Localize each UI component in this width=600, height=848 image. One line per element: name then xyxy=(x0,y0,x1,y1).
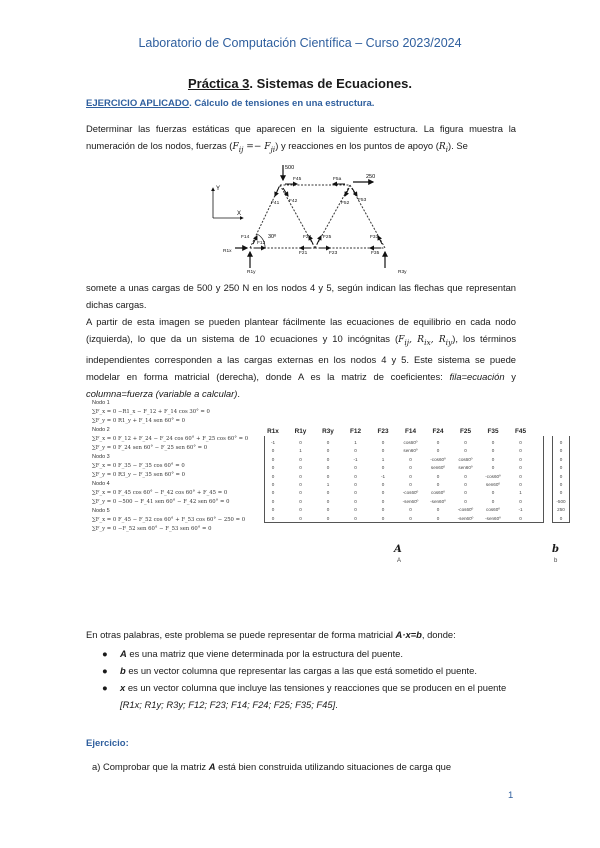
label-f12: F12 xyxy=(257,241,266,246)
equation-node-label: Nodo 2 xyxy=(92,427,110,433)
matrix-cell: 0 xyxy=(354,448,357,454)
equation-line: ∑F_y = 0 F_24 sen 60° − F_25 sen 60° = 0 xyxy=(92,445,208,451)
matrix-column-header: F12 xyxy=(349,428,361,435)
unknown-f-sub: ij xyxy=(404,337,410,347)
bullet-text: es un vector columna que incluye las tensiones y reacciones que se producen en el puente xyxy=(125,682,507,693)
matrix-cell: sen60º xyxy=(458,465,473,471)
matrix-cell: 0 xyxy=(326,490,330,496)
label-r1y: R1y xyxy=(247,270,256,275)
label-f21: F21 xyxy=(299,251,308,256)
section-heading-rest: . Cálculo de tensiones en una estructura. xyxy=(189,98,375,109)
matrix-cell: 0 xyxy=(519,440,522,445)
matrix-cell: 0 xyxy=(409,507,412,513)
matrix-cell: cos60º xyxy=(458,456,473,462)
load-250-label: 250 xyxy=(366,174,376,180)
vector-b-cell: 0 xyxy=(559,440,563,445)
vector-b-label: b xyxy=(552,544,559,555)
force-sub-2: ji xyxy=(270,144,276,154)
vector-b-cell: 0 xyxy=(559,448,563,454)
equation-line: ∑F_x = 0 −R1_x − F_12 + F_14 cos 30° = 0 xyxy=(92,409,210,415)
matrix-cell: 0 xyxy=(491,490,495,496)
matrix-cell: 0 xyxy=(271,498,275,504)
matrix-cell: 0 xyxy=(436,473,440,479)
matrix-cell: 0 xyxy=(409,456,412,462)
matrix-cell: 0 xyxy=(464,482,467,487)
bullet-symbol: A xyxy=(120,648,127,659)
matrix-cell: 0 xyxy=(299,515,302,521)
label-f35: F35 xyxy=(371,251,380,256)
equation-node-label: Nodo 4 xyxy=(92,481,110,487)
matrix-cell: 0 xyxy=(326,440,330,445)
equation-line: ∑F_y = 0 −F_52 sen 60° − F_53 sen 60° = 0 xyxy=(92,526,212,532)
matrix-cell: 0 xyxy=(491,465,495,471)
vector-b-cell: 0 xyxy=(559,482,563,487)
matrix-cell: -sen60º xyxy=(402,498,419,504)
matrix-cell: 0 xyxy=(519,515,522,521)
matrix-cell: 0 xyxy=(354,473,357,479)
matrix-cell: sen60º xyxy=(403,448,418,454)
bullet-end: . xyxy=(335,699,338,710)
exercise-item-a xyxy=(92,761,517,772)
equation-node-label: Nodo 3 xyxy=(92,454,110,460)
force-formula xyxy=(232,142,275,152)
matrix-cell: 0 xyxy=(436,507,440,513)
equation-line: ∑F_x = 0 F_35 − F_35 cos 60° = 0 xyxy=(92,463,185,469)
matrix-cell: 0 xyxy=(436,482,440,487)
matrix-cell: 0 xyxy=(464,473,467,479)
matrix-column-header: F24 xyxy=(432,428,444,435)
truss-diagram xyxy=(205,160,415,275)
matrix-cell: 0 xyxy=(436,448,440,454)
equations-paragraph xyxy=(86,313,516,402)
matrix-cell: 0 xyxy=(464,448,467,454)
matrix-border xyxy=(264,436,544,523)
load-500-label: 500 xyxy=(285,165,295,171)
label-f23: F23 xyxy=(329,251,338,256)
section-heading xyxy=(86,98,374,109)
bullet-symbol: x xyxy=(120,682,126,693)
matrix-cell: 0 xyxy=(491,448,495,454)
item-a-rest: está bien construida utilizando situaciones de carga que xyxy=(215,761,452,772)
unknowns-formula xyxy=(398,335,452,345)
para2-text-1: A partir de esta imagen se pueden plantear fácilmente las ecuaciones de equilibrio en cada nodo (izquierda), lo que da un sistema de 10 ecuaciones y 10 incógnitas ( xyxy=(86,316,516,344)
matrix-cell: 1 xyxy=(326,482,330,487)
definitions-list xyxy=(86,645,526,713)
matrix-cell: 0 xyxy=(299,465,302,471)
matrix-cell: 0 xyxy=(381,448,385,454)
bullet-text: es un vector columna que representar las cargas a las que está sometido el puente. xyxy=(125,665,477,676)
matrix-cell: 0 xyxy=(326,498,330,504)
label-f45: F45 xyxy=(293,177,302,182)
figure-labels xyxy=(223,176,407,275)
intro-text-2: ) y reacciones en los puntos de apoyo ( xyxy=(275,140,439,151)
vector-b-cell: 0 xyxy=(559,456,563,462)
label-r3y: R3y xyxy=(398,270,407,275)
label-f42: F42 xyxy=(289,199,298,204)
matrix-cell: 0 xyxy=(326,473,330,479)
matrix-cell: 0 xyxy=(354,490,357,496)
matrix-cell: 0 xyxy=(271,515,275,521)
matrix-cell: 0 xyxy=(299,498,302,504)
matrix-cell: 0 xyxy=(354,465,357,471)
label-f41: F41 xyxy=(271,201,280,206)
matrix-cell: 0 xyxy=(519,465,522,471)
para3-end: , donde: xyxy=(421,629,456,640)
matrix-cell: 0 xyxy=(381,515,385,521)
bullet-text: es una matriz que viene determinada por la estructura del puente. xyxy=(126,648,403,659)
matrix-cell: cos60º xyxy=(431,490,445,496)
equation-node-label: Nodo 1 xyxy=(92,400,110,406)
matrix-cell: 0 xyxy=(326,515,330,521)
matrix-cell: 0 xyxy=(299,473,302,479)
matrix-cell: 1 xyxy=(519,490,522,496)
matrix-cell: 0 xyxy=(519,456,522,462)
matrix-cell: 0 xyxy=(299,507,302,513)
section-heading-underlined: EJERCICIO APLICADO xyxy=(86,98,190,109)
matrix-equation: A·x=b xyxy=(395,629,422,640)
matrix-cell: 0 xyxy=(271,465,275,471)
matrix-cell: 0 xyxy=(326,448,330,454)
matrix-cell: -sen60º xyxy=(485,515,501,521)
unknown-ry: , R xyxy=(430,335,446,345)
matrix-cell: 0 xyxy=(271,456,275,462)
equation-line: ∑F_y = 0 R3_y − F_35 sen 60° = 0 xyxy=(92,472,186,478)
matrix-cell: 0 xyxy=(271,448,275,454)
matrix-cell: 0 xyxy=(519,448,522,454)
matrix-a-caption: A xyxy=(397,558,402,564)
matrix-cell: 0 xyxy=(299,490,302,496)
matrix-cell: 0 xyxy=(354,515,357,521)
para2-end: . xyxy=(237,387,240,399)
matrix-cell: -1 xyxy=(353,456,358,462)
matrix-cell: 0 xyxy=(464,440,467,445)
matrix-a-label: A xyxy=(394,544,402,555)
vector-b-cell: 250 xyxy=(557,507,565,513)
bullet-symbol: b xyxy=(120,665,126,676)
item-a-symbol: A xyxy=(208,761,216,772)
label-f25: F25 xyxy=(323,235,332,240)
matrix-cell: 0 xyxy=(381,465,385,471)
page-number: 1 xyxy=(508,790,514,801)
vector-b-cell: -500 xyxy=(556,498,566,504)
matrix-cell: -cos60º xyxy=(430,456,446,462)
columna-def: columna=fuerza (variable a calcular) xyxy=(86,387,238,399)
label-r1x: R1x xyxy=(223,249,232,254)
matrix-cell: 0 xyxy=(354,482,357,487)
matrix-cell: 0 xyxy=(381,490,385,496)
matrix-column-header: R3y xyxy=(322,428,334,435)
unknown-rx-sub: ix xyxy=(424,337,431,347)
document-title xyxy=(0,76,600,91)
matrix-cell: -1 xyxy=(380,473,386,479)
matrix-cell: 0 xyxy=(409,515,412,521)
matrix-cell: 0 xyxy=(299,456,302,462)
matrix-cell: 0 xyxy=(436,440,440,445)
practice-name: . Sistemas de Ecuaciones. xyxy=(249,76,412,91)
matrix-column-header: R1x xyxy=(267,428,279,435)
label-f14: F14 xyxy=(241,235,250,240)
matrix-cell: -sen60º xyxy=(457,515,474,521)
vector-b-cell: 0 xyxy=(559,465,563,471)
exercise-heading: Ejercicio: xyxy=(86,738,129,749)
angle-label: 30º xyxy=(268,234,277,240)
matrix-cell: 0 xyxy=(436,515,440,521)
matrix-cell: 0 xyxy=(381,440,385,445)
matrix-column-header: F35 xyxy=(487,428,499,435)
intro-text-3: ). Se xyxy=(448,140,468,151)
item-a-label: a) xyxy=(92,761,101,772)
intro-paragraph xyxy=(86,120,516,158)
matrix-form-paragraph xyxy=(86,626,516,643)
label-f52: F52 xyxy=(341,201,350,206)
intro-text-1: Determinar las fuerzas estáticas que aparecen en la siguiente estructura. La figura muestra la numeración de los nodos, fuerzas ( xyxy=(86,123,516,151)
matrix-cell: 0 xyxy=(464,498,467,504)
matrix-cell: -1 xyxy=(270,440,276,445)
matrix-cell: 0 xyxy=(381,507,385,513)
matrix-cell: sen60º xyxy=(430,465,446,471)
reaction-symbol: R xyxy=(438,142,446,152)
matrix-cell: 0 xyxy=(519,482,522,487)
y-axis-label: Y xyxy=(216,186,221,192)
matrix-cell: 0 xyxy=(326,507,330,513)
vector-b-caption: b xyxy=(554,558,558,564)
matrix-column-header: F25 xyxy=(459,428,471,435)
fila-def: fila=ecuación xyxy=(449,370,505,382)
matrix-cell: 0 xyxy=(519,498,522,504)
equation-node-label: Nodo 5 xyxy=(92,508,110,514)
item-a-text: Comprobar que la matriz xyxy=(100,761,209,772)
matrix-cell: 0 xyxy=(354,498,357,504)
matrix-column-header: F14 xyxy=(404,428,416,435)
matrix-cell: -cos60º xyxy=(402,490,419,496)
list-item xyxy=(86,679,526,713)
matrix-cell: 0 xyxy=(326,456,330,462)
matrix-cell: 0 xyxy=(409,482,412,487)
unknown-f: F xyxy=(398,335,405,345)
matrix-cell: -cos60º xyxy=(485,473,501,479)
matrix-cell: 0 xyxy=(354,507,357,513)
force-symbol: F xyxy=(232,142,239,152)
matrix-cell: 0 xyxy=(326,465,330,471)
reaction-sub: i xyxy=(445,144,449,154)
matrix-cell: 0 xyxy=(271,482,275,487)
matrix-cell: 1 xyxy=(299,448,302,454)
equation-line: ∑F_y = 0 −500 − F_41 sen 60° − F_42 sen 60° = 0 xyxy=(92,499,230,505)
label-f24: F24 xyxy=(303,235,312,240)
equation-line: ∑F_x = 0 F_12 + F_24 − F_24 cos 60° + F_25 cos 60° = 0 xyxy=(92,436,249,442)
equation-line: ∑F_y = 0 R1_y + F_14 sen 60° = 0 xyxy=(92,418,186,424)
bullet-dot: ● xyxy=(102,682,108,693)
matrix-cell: sen60º xyxy=(485,482,501,487)
reaction-formula xyxy=(439,142,448,152)
vector-b-cell: 0 xyxy=(559,473,563,479)
para3-text: En otras palabras, este problema se puede representar de forma matricial xyxy=(86,629,396,640)
matrix-cell: 0 xyxy=(491,456,495,462)
list-item xyxy=(86,645,526,662)
matrix-cell: 0 xyxy=(409,473,412,479)
bullet-dot: ● xyxy=(102,665,108,676)
matrix-cell: -sen60º xyxy=(430,498,446,504)
para2-text-2: ), los términos independientes corresponden a las cargas externas en los nodos 4 y 5. Este sistema se puede modelar en forma matricial (derecha), donde A es la matriz de coeficientes: xyxy=(86,333,517,382)
vector-b-cell: 0 xyxy=(559,515,563,521)
matrix-cell: cos60º xyxy=(486,507,500,513)
force-mid: =− F xyxy=(243,142,271,152)
matrix-cell: 0 xyxy=(299,482,302,487)
x-axis-label: X xyxy=(237,211,242,217)
unknowns-vector: [R1x; R1y; R3y; F12; F23; F14; F24; F25; F35; F45] xyxy=(120,699,336,710)
matrix-cell: 0 xyxy=(271,507,275,513)
matrix-cell: 0 xyxy=(381,498,385,504)
matrix-cell: 0 xyxy=(519,473,522,479)
list-item xyxy=(86,662,526,679)
equation-line: ∑F_x = 0 F_45 cos 60° − F_42 cos 60° + F_45 = 0 xyxy=(92,490,228,496)
label-f33: F33 xyxy=(370,235,379,240)
matrix-cell: 0 xyxy=(271,490,275,496)
unknown-rx: , R xyxy=(409,335,425,345)
equations-and-matrix xyxy=(86,398,576,578)
matrix-cell: 0 xyxy=(381,482,385,487)
matrix-cell: 0 xyxy=(491,498,495,504)
header-title: Laboratorio de Computación Científica – Curso 2023/2024 xyxy=(138,36,462,50)
unknown-ry-sub: iy xyxy=(445,337,453,347)
practice-number: Práctica 3 xyxy=(187,76,250,91)
matrix-cell: 1 xyxy=(354,440,357,445)
after-figure-paragraph: somete a unas cargas de 500 y 250 N en los nodos 4 y 5, según indican las flechas que representan dichas cargas. xyxy=(86,282,516,310)
equation-line: ∑F_x = 0 F_45 − F_52 cos 60° + F_53 cos 60° − 250 = 0 xyxy=(92,517,246,523)
label-f5a: F5a xyxy=(333,177,342,182)
matrix-cell: 0 xyxy=(409,465,412,471)
matrix-cell: 0 xyxy=(299,440,302,445)
matrix-cell: -1 xyxy=(518,507,523,513)
matrix-column-header: F23 xyxy=(377,428,389,435)
matrix-cell: 0 xyxy=(464,490,467,496)
bullet-dot: ● xyxy=(102,648,108,659)
matrix-cell: 0 xyxy=(271,473,275,479)
para2-y: y xyxy=(504,370,516,382)
matrix-cell: -cos60º xyxy=(457,507,474,513)
matrix-cell: cos60º xyxy=(403,440,418,445)
matrix-cell: 0 xyxy=(491,440,495,445)
vector-b-border xyxy=(552,436,570,523)
matrix-cell: 1 xyxy=(381,456,385,462)
matrix-column-header: F45 xyxy=(514,428,526,435)
force-sub-1: ij xyxy=(238,144,244,154)
matrix-column-header: R1y xyxy=(294,428,307,435)
vector-b-cell: 0 xyxy=(559,490,563,496)
label-f53: F53 xyxy=(358,198,367,203)
